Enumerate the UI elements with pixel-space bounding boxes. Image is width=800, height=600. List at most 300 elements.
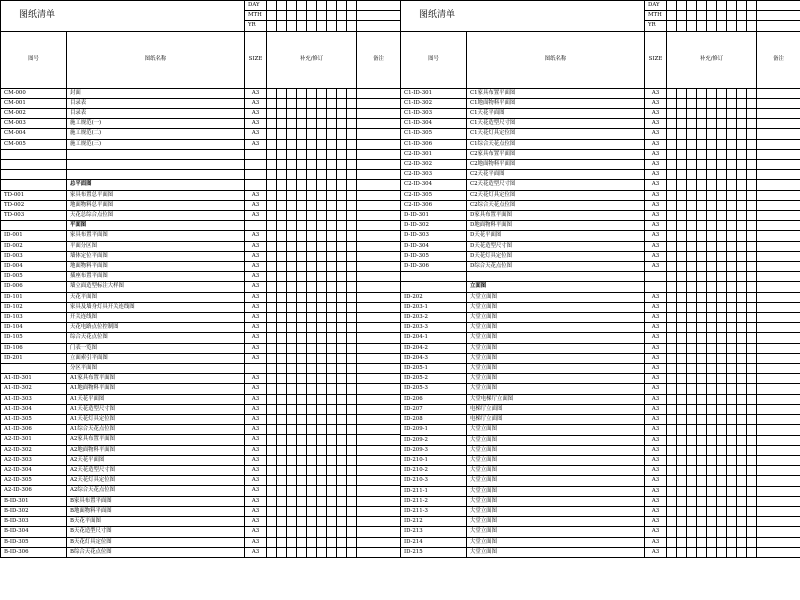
revision-cell xyxy=(277,170,287,180)
remarks-cell xyxy=(757,282,800,292)
revision-cell xyxy=(727,394,737,404)
drawing-number: ID-005 xyxy=(1,272,67,282)
revision-cell xyxy=(677,190,687,200)
revision-cell xyxy=(697,211,707,221)
drawing-size: A3 xyxy=(645,251,667,261)
drawing-number: A1-ID-304 xyxy=(1,404,67,414)
revision-cell xyxy=(347,149,357,159)
table-row xyxy=(401,353,800,363)
revision-cell xyxy=(297,180,307,190)
revision-cell xyxy=(737,170,747,180)
drawing-size: A3 xyxy=(645,98,667,108)
revision-cell xyxy=(347,496,357,506)
revision-cell xyxy=(337,241,347,251)
remarks-cell xyxy=(757,211,800,221)
drawing-number: ID-202 xyxy=(401,292,467,302)
table-row xyxy=(401,170,800,180)
revision-cell xyxy=(337,149,347,159)
revision-cell xyxy=(707,476,717,486)
revision-cell xyxy=(697,384,707,394)
revision-cell xyxy=(707,517,717,527)
drawing-size: A3 xyxy=(645,527,667,537)
drawing-name: C1家具布置平面图 xyxy=(467,88,645,98)
table-row xyxy=(1,292,401,302)
revision-cell xyxy=(327,496,337,506)
revision-cell xyxy=(687,455,697,465)
revision-cell xyxy=(267,180,277,190)
revision-cell xyxy=(347,476,357,486)
revision-cell xyxy=(747,221,757,231)
revision-cell xyxy=(737,313,747,323)
revision-cell xyxy=(297,282,307,292)
revision-cell xyxy=(347,333,357,343)
revision-cell xyxy=(277,517,287,527)
revision-cell xyxy=(347,231,357,241)
revision-cell xyxy=(327,364,337,374)
remarks-cell xyxy=(357,88,400,98)
revision-cell xyxy=(677,404,687,414)
revision-cell xyxy=(317,160,327,170)
drawing-size: A3 xyxy=(245,496,267,506)
revision-cell xyxy=(307,251,317,261)
drawing-name: D家具布置平面图 xyxy=(467,211,645,221)
revision-cell xyxy=(287,384,297,394)
table-row xyxy=(1,211,401,221)
revision-cell xyxy=(747,394,757,404)
drawing-number: C1-ID-301 xyxy=(401,88,467,98)
drawing-size: A3 xyxy=(645,170,667,180)
revision-cell xyxy=(727,384,737,394)
column-header-number: 图号 xyxy=(401,31,467,88)
revision-cell xyxy=(347,537,357,547)
drawing-size: A3 xyxy=(645,200,667,210)
remarks-cell xyxy=(757,517,800,527)
table-row xyxy=(1,302,401,312)
drawing-size: A3 xyxy=(645,231,667,241)
drawing-size: A3 xyxy=(645,394,667,404)
revision-cell xyxy=(707,445,717,455)
drawing-size xyxy=(245,149,267,159)
revision-cell xyxy=(707,496,717,506)
remarks-cell xyxy=(357,160,400,170)
revision-cell xyxy=(307,537,317,547)
revision-cell xyxy=(687,170,697,180)
revision-cell xyxy=(277,527,287,537)
drawing-number: D-ID-303 xyxy=(401,231,467,241)
drawing-number: A1-ID-302 xyxy=(1,384,67,394)
table-row xyxy=(401,129,800,139)
drawing-number: ID-211-1 xyxy=(401,486,467,496)
drawing-rows xyxy=(1,88,401,557)
drawing-name: 门表一览图 xyxy=(67,343,245,353)
revision-cell xyxy=(337,302,347,312)
column-header-revision: 补充/修订 xyxy=(667,31,757,88)
revision-cell xyxy=(717,109,727,119)
remarks-cell xyxy=(357,139,400,149)
revision-cell xyxy=(737,353,747,363)
revision-cell xyxy=(337,384,347,394)
table-row xyxy=(401,160,800,170)
remarks-cell xyxy=(357,455,400,465)
revision-cell xyxy=(277,547,287,557)
revision-cell xyxy=(317,170,327,180)
revision-cell xyxy=(287,435,297,445)
revision-cell xyxy=(287,394,297,404)
drawing-number: C1-ID-306 xyxy=(401,139,467,149)
remarks-cell xyxy=(757,129,800,139)
drawing-name: A2家具布置平面图 xyxy=(67,435,245,445)
revision-cell xyxy=(297,231,307,241)
revision-cell xyxy=(337,262,347,272)
drawing-name: 电梯厅立面图 xyxy=(467,415,645,425)
revision-cell xyxy=(667,517,677,527)
remarks-cell xyxy=(357,404,400,414)
revision-cell xyxy=(687,262,697,272)
revision-cell xyxy=(667,343,677,353)
revision-cell xyxy=(717,139,727,149)
revision-cell xyxy=(747,231,757,241)
revision-cell xyxy=(737,282,747,292)
table-row xyxy=(1,170,401,180)
revision-cell xyxy=(337,506,347,516)
revision-cell xyxy=(337,323,347,333)
revision-cell xyxy=(317,262,327,272)
remarks-cell xyxy=(757,496,800,506)
drawing-name: A1地面物料平面图 xyxy=(67,384,245,394)
revision-cell xyxy=(687,98,697,108)
remarks-cell xyxy=(757,272,800,282)
revision-cell xyxy=(747,353,757,363)
drawing-number: ID-215 xyxy=(401,547,467,557)
revision-cell xyxy=(697,323,707,333)
revision-cell xyxy=(307,415,317,425)
drawing-number xyxy=(1,160,67,170)
revision-cell xyxy=(327,200,337,210)
drawing-number: CM-004 xyxy=(1,129,67,139)
remarks-cell xyxy=(357,272,400,282)
revision-cell xyxy=(277,313,287,323)
revision-cell xyxy=(677,119,687,129)
revision-cell xyxy=(697,547,707,557)
revision-cell xyxy=(317,415,327,425)
revision-cell xyxy=(747,333,757,343)
drawing-number: ID-106 xyxy=(1,343,67,353)
revision-cell xyxy=(677,537,687,547)
revision-cell xyxy=(717,221,727,231)
drawing-size: A3 xyxy=(245,333,267,343)
drawing-number: TD-001 xyxy=(1,190,67,200)
table-row xyxy=(401,98,800,108)
revision-cell xyxy=(697,313,707,323)
remarks-cell xyxy=(357,129,400,139)
revision-cell xyxy=(687,445,697,455)
revision-cell xyxy=(347,139,357,149)
revision-cell xyxy=(327,333,337,343)
revision-cell xyxy=(277,323,287,333)
drawing-name: C1地面物料平面图 xyxy=(467,98,645,108)
revision-cell xyxy=(667,374,677,384)
revision-cell xyxy=(337,466,347,476)
revision-cell xyxy=(297,486,307,496)
drawing-number: ID-213 xyxy=(401,527,467,537)
revision-cell xyxy=(687,200,697,210)
drawing-size: A3 xyxy=(645,496,667,506)
revision-cell xyxy=(297,98,307,108)
drawing-name: 综合天花点位图 xyxy=(67,333,245,343)
table-row xyxy=(401,476,800,486)
revision-cell xyxy=(667,109,677,119)
remarks-cell xyxy=(357,149,400,159)
drawing-number: TD-002 xyxy=(1,200,67,210)
drawing-name: 大堂立面图 xyxy=(467,374,645,384)
revision-cell xyxy=(707,394,717,404)
revision-cell xyxy=(697,170,707,180)
revision-cell xyxy=(287,180,297,190)
revision-cell xyxy=(287,374,297,384)
revision-cell xyxy=(277,404,287,414)
revision-cell xyxy=(347,302,357,312)
drawing-name: B综合天花点位图 xyxy=(67,547,245,557)
drawing-size: A3 xyxy=(645,435,667,445)
table-row xyxy=(401,547,800,557)
revision-cell xyxy=(277,221,287,231)
drawing-size: A3 xyxy=(245,190,267,200)
drawing-number: B-ID-301 xyxy=(1,496,67,506)
drawing-name: 电梯厅立面图 xyxy=(467,404,645,414)
drawing-number: C2-ID-301 xyxy=(401,149,467,159)
revision-cell xyxy=(737,272,747,282)
revision-cell xyxy=(297,425,307,435)
remarks-cell xyxy=(357,292,400,302)
revision-cell xyxy=(337,200,347,210)
drawing-number: CM-000 xyxy=(1,88,67,98)
revision-cell xyxy=(337,292,347,302)
drawing-size: A3 xyxy=(245,139,267,149)
revision-cell xyxy=(697,394,707,404)
revision-cell xyxy=(337,425,347,435)
revision-cell xyxy=(297,139,307,149)
table-row xyxy=(1,282,401,292)
drawing-number xyxy=(1,364,67,374)
revision-cell xyxy=(347,251,357,261)
drawing-number: ID-209-3 xyxy=(401,445,467,455)
revision-cell xyxy=(717,404,727,414)
revision-cell xyxy=(717,313,727,323)
drawing-size: A3 xyxy=(245,394,267,404)
revision-cell xyxy=(737,384,747,394)
drawing-size: A3 xyxy=(245,506,267,516)
revision-cell xyxy=(317,506,327,516)
drawing-name: 大堂立面图 xyxy=(467,547,645,557)
drawing-size: A3 xyxy=(245,374,267,384)
revision-cell xyxy=(687,476,697,486)
drawing-number: ID-203-1 xyxy=(401,302,467,312)
revision-cell xyxy=(697,282,707,292)
remarks-cell xyxy=(357,466,400,476)
revision-cell xyxy=(277,302,287,312)
drawing-number: ID-211-3 xyxy=(401,506,467,516)
revision-cell xyxy=(297,374,307,384)
revision-cell xyxy=(747,119,757,129)
remarks-cell xyxy=(757,149,800,159)
drawing-size: A3 xyxy=(645,404,667,414)
drawing-size: A3 xyxy=(245,323,267,333)
revision-cell xyxy=(287,476,297,486)
revision-cell xyxy=(337,527,347,537)
revision-cell xyxy=(337,139,347,149)
revision-cell xyxy=(337,313,347,323)
revision-cell xyxy=(307,241,317,251)
revision-cell xyxy=(297,384,307,394)
remarks-cell xyxy=(357,364,400,374)
revision-cell xyxy=(697,486,707,496)
revision-cell xyxy=(677,415,687,425)
drawing-number: D-ID-306 xyxy=(401,262,467,272)
revision-cell xyxy=(687,160,697,170)
remarks-cell xyxy=(357,353,400,363)
remarks-cell xyxy=(757,404,800,414)
revision-cell xyxy=(677,364,687,374)
revision-cell xyxy=(717,160,727,170)
revision-cell xyxy=(297,445,307,455)
drawing-number: C2-ID-302 xyxy=(401,160,467,170)
revision-cell xyxy=(697,200,707,210)
drawing-name: 天花平面图 xyxy=(67,292,245,302)
revision-cell xyxy=(747,282,757,292)
revision-cell xyxy=(317,547,327,557)
revision-cell xyxy=(677,466,687,476)
revision-cell xyxy=(277,211,287,221)
revision-cell xyxy=(297,537,307,547)
drawing-name xyxy=(67,170,245,180)
revision-cell xyxy=(307,170,317,180)
revision-cell xyxy=(307,323,317,333)
drawing-number: D-ID-301 xyxy=(401,211,467,221)
drawing-number: ID-204-1 xyxy=(401,333,467,343)
table-row xyxy=(401,139,800,149)
revision-cell xyxy=(737,415,747,425)
remarks-cell xyxy=(357,537,400,547)
revision-cell xyxy=(727,364,737,374)
revision-cell xyxy=(347,241,357,251)
drawing-number: B-ID-304 xyxy=(1,527,67,537)
remarks-cell xyxy=(757,466,800,476)
drawing-size: A3 xyxy=(245,445,267,455)
revision-cell xyxy=(697,404,707,414)
revision-cell xyxy=(287,160,297,170)
revision-cell xyxy=(677,343,687,353)
revision-cell xyxy=(677,88,687,98)
revision-cell xyxy=(697,445,707,455)
revision-cell xyxy=(297,109,307,119)
year-label: YR xyxy=(645,21,667,31)
revision-cell xyxy=(667,180,677,190)
drawing-name: 分区平面图 xyxy=(67,364,245,374)
revision-cell xyxy=(747,537,757,547)
revision-cell xyxy=(707,251,717,261)
table-row xyxy=(401,231,800,241)
revision-cell xyxy=(667,221,677,231)
revision-cell xyxy=(347,221,357,231)
table-row xyxy=(401,496,800,506)
revision-cell xyxy=(327,139,337,149)
revision-cell xyxy=(277,119,287,129)
drawing-name: C1综合天花点位图 xyxy=(467,139,645,149)
revision-cell xyxy=(707,425,717,435)
revision-cell xyxy=(727,282,737,292)
revision-cell xyxy=(747,384,757,394)
revision-cell xyxy=(297,190,307,200)
remarks-cell xyxy=(357,486,400,496)
drawing-name: 封面 xyxy=(67,88,245,98)
remarks-cell xyxy=(757,200,800,210)
revision-cell xyxy=(287,231,297,241)
revision-cell xyxy=(297,262,307,272)
revision-cell xyxy=(687,364,697,374)
revision-cell xyxy=(307,302,317,312)
revision-cell xyxy=(307,527,317,537)
revision-cell xyxy=(337,180,347,190)
revision-cell xyxy=(727,170,737,180)
table-row xyxy=(401,425,800,435)
table-row xyxy=(1,251,401,261)
drawing-name: 大堂立面图 xyxy=(467,364,645,374)
table-row xyxy=(401,455,800,465)
revision-cell xyxy=(667,486,677,496)
revision-cell xyxy=(267,333,277,343)
revision-cell xyxy=(347,364,357,374)
table-row xyxy=(1,200,401,210)
revision-cell xyxy=(327,282,337,292)
drawing-size: A3 xyxy=(245,517,267,527)
revision-cell xyxy=(727,200,737,210)
revision-cell xyxy=(327,435,337,445)
revision-cell xyxy=(727,98,737,108)
remarks-cell xyxy=(357,343,400,353)
revision-cell xyxy=(297,149,307,159)
revision-cell xyxy=(747,160,757,170)
revision-cell xyxy=(687,221,697,231)
revision-cell xyxy=(747,455,757,465)
revision-cell xyxy=(717,343,727,353)
table-row xyxy=(1,353,401,363)
revision-cell xyxy=(667,139,677,149)
revision-cell xyxy=(717,272,727,282)
revision-cell xyxy=(277,98,287,108)
revision-cell xyxy=(317,241,327,251)
revision-cell xyxy=(727,313,737,323)
revision-cell xyxy=(337,445,347,455)
table-row xyxy=(1,221,401,231)
drawing-name: C2地面物料平面图 xyxy=(467,160,645,170)
drawing-size: A3 xyxy=(645,517,667,527)
revision-cell xyxy=(707,180,717,190)
revision-cell xyxy=(347,547,357,557)
revision-cell xyxy=(327,149,337,159)
drawing-list-table xyxy=(400,0,800,558)
revision-cell xyxy=(667,149,677,159)
revision-cell xyxy=(337,547,347,557)
revision-cell xyxy=(717,241,727,251)
revision-cell xyxy=(687,333,697,343)
drawing-size: A3 xyxy=(245,231,267,241)
revision-cell xyxy=(297,415,307,425)
revision-cell xyxy=(727,88,737,98)
revision-cell xyxy=(277,394,287,404)
drawing-name: 大堂立面图 xyxy=(467,496,645,506)
revision-cell xyxy=(287,149,297,159)
revision-cell xyxy=(747,425,757,435)
